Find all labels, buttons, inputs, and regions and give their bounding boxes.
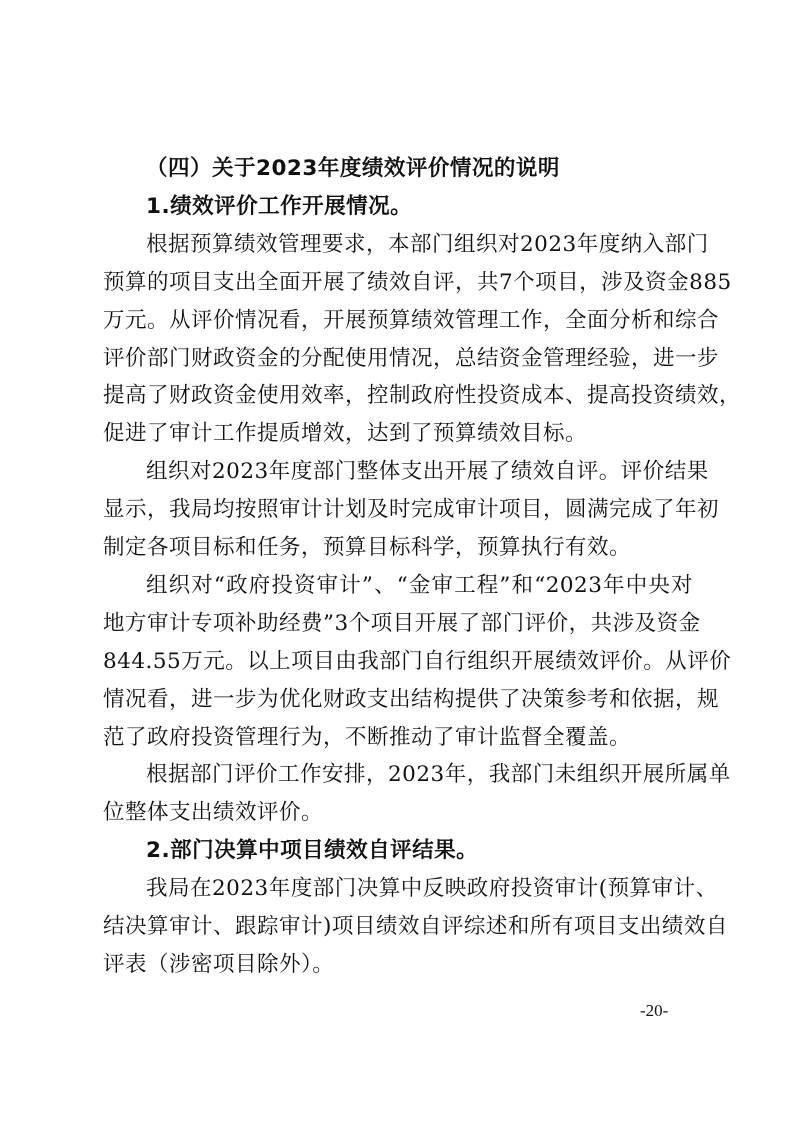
page-number: -20- — [640, 1001, 669, 1020]
paragraph-line: 评表（涉密项目除外）。 — [103, 952, 335, 977]
section-heading: （四）关于2023年度绩效评价情况的说明 — [146, 156, 560, 181]
paragraph-line: 评价部门财政资金的分配使用情况，总结资金管理经验，进一步 — [103, 346, 720, 371]
paragraph-line: 提高了财政资金使用效率，控制政府性投资成本、提高投资绩效， — [103, 383, 742, 408]
paragraph-line: 组织对2023年度部门整体支出开展了绩效自评。评价结果 — [146, 459, 709, 484]
paragraph-line: 组织对“政府投资审计”、“金审工程”和“2023年中央对 — [146, 573, 693, 598]
subsection-2-title: 2.部门决算中项目绩效自评结果。 — [146, 838, 479, 863]
paragraph-line: 844.55万元。以上项目由我部门自行组织开展绩效评价。从评价 — [103, 649, 732, 674]
paragraph-line: 情况看，进一步为优化财政支出结构提供了决策参考和依据，规 — [103, 687, 720, 712]
paragraph-line: 范了政府投资管理行为，不断推动了审计监督全覆盖。 — [103, 725, 632, 750]
paragraph-line: 制定各项目标和任务，预算目标科学，预算执行有效。 — [103, 535, 632, 560]
paragraph-line: 根据预算绩效管理要求，本部门组织对2023年度纳入部门 — [146, 232, 709, 257]
paragraph-line: 显示，我局均按照审计计划及时完成审计项目，圆满完成了年初 — [103, 497, 720, 522]
paragraph-line: 结决算审计、跟踪审计)项目绩效自评综述和所有项目支出绩效自 — [103, 914, 728, 939]
paragraph-line: 位整体支出绩效评价。 — [103, 800, 324, 825]
paragraph-line: 预算的项目支出全面开展了绩效自评，共7个项目，涉及资金885 — [103, 270, 732, 295]
paragraph-line: 根据部门评价工作安排，2023年，我部门未组织开展所属单 — [146, 762, 731, 787]
paragraph-line: 我局在2023年度部门决算中反映政府投资审计(预算审计、 — [146, 876, 718, 901]
paragraph-line: 万元。从评价情况看，开展预算绩效管理工作，全面分析和综合 — [103, 308, 720, 333]
subsection-1-title: 1.绩效评价工作开展情况。 — [146, 194, 413, 219]
paragraph-line: 促进了审计工作提质增效，达到了预算绩效目标。 — [103, 421, 588, 446]
paragraph-line: 地方审计专项补助经费”3个项目开展了部门评价，共涉及资金 — [103, 611, 701, 636]
